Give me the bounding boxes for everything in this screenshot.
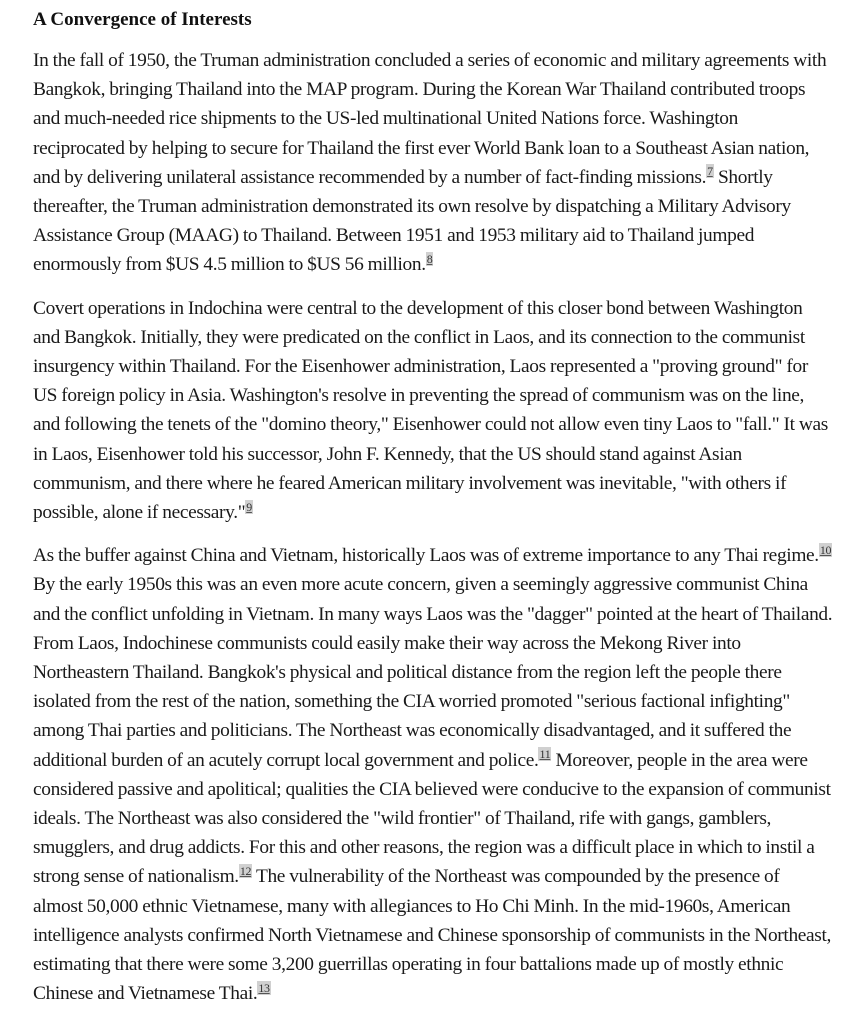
paragraph-text: Moreover, people in the area were considered passive and apolitical; qualities the CIA believed were conducive to the expansion of communist ideals. The Northeast was also considered the "wild frontier" of Thailand, rife with gangs, gamblers, smugglers, and drug addicts. For this and other reasons, the region was a difficult place in which to instil a strong sense of nationalism.	[33, 749, 831, 888]
paragraph-text: Covert operations in Indochina were central to the development of this closer bond between Washington and Bangkok. Initially, they were predicated on the conflict in Laos, and its connection to the communist insurgency within Thailand. For the Eisenhower administration, Laos represented a "proving ground" for US foreign policy in Asia. Washington's resolve in preventing the spread of communism was on the line, and following the tenets of the "domino theory," Eisenhower could not allow even tiny Laos to "fall." It was in Laos, Eisenhower told his successor, John F. Kennedy, that the US should stand against Asian communism, and there where he feared American military involvement was inevitable, "with others if possible, alone if necessary."	[33, 297, 828, 524]
paragraph-1	[33, 46, 833, 280]
footnote-link-8[interactable]: 8	[426, 251, 433, 266]
footnote-link-7[interactable]: 7	[707, 164, 713, 179]
paragraph-3	[33, 541, 833, 1008]
paragraph-text: Shortly thereafter, the Truman administration demonstrated its own resolve by dispatching a Military Advisory Assistance Group (MAAG) to Thailand. Between 1951 and 1953 military aid to Thailand jumped enormously from $US 4.5 million to $US 56 million.	[33, 166, 791, 276]
footnote-link-10[interactable]: 10	[819, 542, 832, 557]
footnote-link-9[interactable]: 9	[246, 499, 252, 514]
paragraph-text: As the buffer against China and Vietnam, historically Laos was of extreme importance to any Thai regime.	[33, 545, 819, 567]
section-heading: A Convergence of Interests	[33, 9, 252, 30]
paragraph-text: By the early 1950s this was an even more acute concern, given a seemingly aggressive communist China and the conflict unfolding in Vietnam. In many ways Laos was the "dagger" pointed at the heart of Thailand. From Laos, Indochinese communists could easily make their way across the Mekong River into Northeastern Thailand. Bangkok's physical and political distance from the region left the people there isolated from the rest of the nation, something the CIA worried promoted "serious factional infighting" among Thai parties and politicians. The Northeast was economically disadvantaged, and it suffered the additional burden of an acutely corrupt local government and police.	[33, 574, 833, 771]
paragraph-2	[33, 294, 833, 528]
footnote-link-11[interactable]: 11	[539, 747, 551, 762]
paragraph-text: In the fall of 1950, the Truman administration concluded a series of economic and military agreements with Bangkok, bringing Thailand into the MAP program. During the Korean War Thailand contributed troops and much-needed rice shipments to the US-led multinational United Nations force. Washington reciprocated by helping to secure for Thailand the first ever World Bank loan to a Southeast Asian nation, and by delivering unilateral assistance recommended by a number of fact-finding missions.	[33, 50, 827, 188]
footnote-link-13[interactable]: 13	[258, 980, 270, 995]
footnote-link-12[interactable]: 12	[239, 864, 252, 879]
paragraph-text: The vulnerability of the Northeast was compounded by the presence of almost 50,000 ethnic Vietnamese, many with allegiances to Ho Chi Minh. In the mid-1960s, American intelligence analysts confirmed North Vietnamese and Chinese sponsorship of communists in the Northeast, estimating that there were some 3,200 guerrillas operating in four battalions made up of mostly ethnic Chinese and Vietnamese Thai.	[33, 866, 832, 1005]
